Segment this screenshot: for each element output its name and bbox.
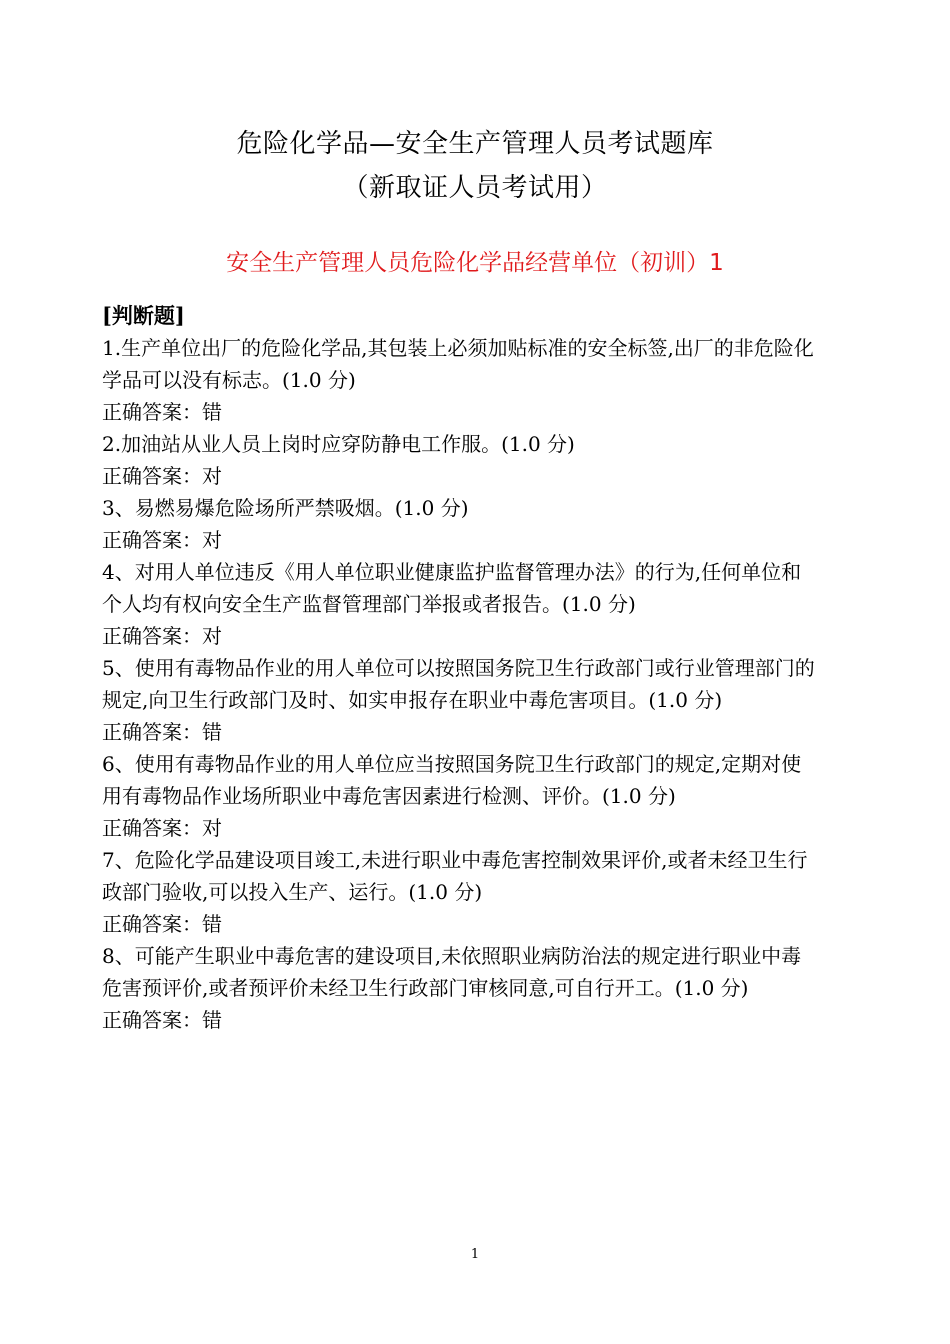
question-type-label: [判断题]: [102, 303, 185, 328]
answer-text: 正确答案：对: [102, 464, 222, 488]
answer-text: 正确答案：错: [102, 912, 222, 936]
document-title: 危险化学品—安全生产管理人员考试题库: [236, 129, 714, 159]
answer-text: 正确答案：对: [102, 816, 222, 840]
section-heading: 安全生产管理人员危险化学品经营单位（初训）1: [226, 250, 724, 276]
question-text: 8、可能产生职业中毒危害的建设项目,未依照职业病防治法的规定进行职业中毒危害预评价,或者预评价未经卫生行政部门审核同意,可自行开工。(1.0 分): [102, 944, 802, 1000]
question-text: 2.加油站从业人员上岗时应穿防静电工作服。(1.0 分): [102, 432, 575, 456]
answer-text: 正确答案：错: [102, 1008, 222, 1032]
question-text: 3、易燃易爆危险场所严禁吸烟。(1.0 分): [102, 496, 469, 520]
question-text: 4、对用人单位违反《用人单位职业健康监护监督管理办法》的行为,任何单位和个人均有权向安全生产监督管理部门举报或者报告。(1.0 分): [102, 560, 802, 616]
question-text: 5、使用有毒物品作业的用人单位可以按照国务院卫生行政部门或行业管理部门的规定,向卫生行政部门及时、如实申报存在职业中毒危害项目。(1.0 分): [102, 656, 815, 712]
answer-text: 正确答案：错: [102, 720, 222, 744]
answer-text: 正确答案：对: [102, 624, 222, 648]
question-text: 6、使用有毒物品作业的用人单位应当按照国务院卫生行政部门的规定,定期对使用有毒物品作业场所职业中毒危害因素进行检测、评价。(1.0 分): [102, 752, 802, 808]
page-number: 1: [470, 1247, 480, 1262]
answer-text: 正确答案：对: [102, 528, 222, 552]
answer-text: 正确答案：错: [102, 400, 222, 424]
question-text: 7、危险化学品建设项目竣工,未进行职业中毒危害控制效果评价,或者未经卫生行政部门验收,可以投入生产、运行。(1.0 分): [102, 848, 808, 904]
document-title-note: （新取证人员考试用）: [342, 173, 608, 203]
question-text: 1.生产单位出厂的危险化学品,其包装上必须加贴标准的安全标签,出厂的非危险化学品可以没有标志。(1.0 分): [102, 336, 814, 392]
question-list: [102, 300, 818, 1036]
